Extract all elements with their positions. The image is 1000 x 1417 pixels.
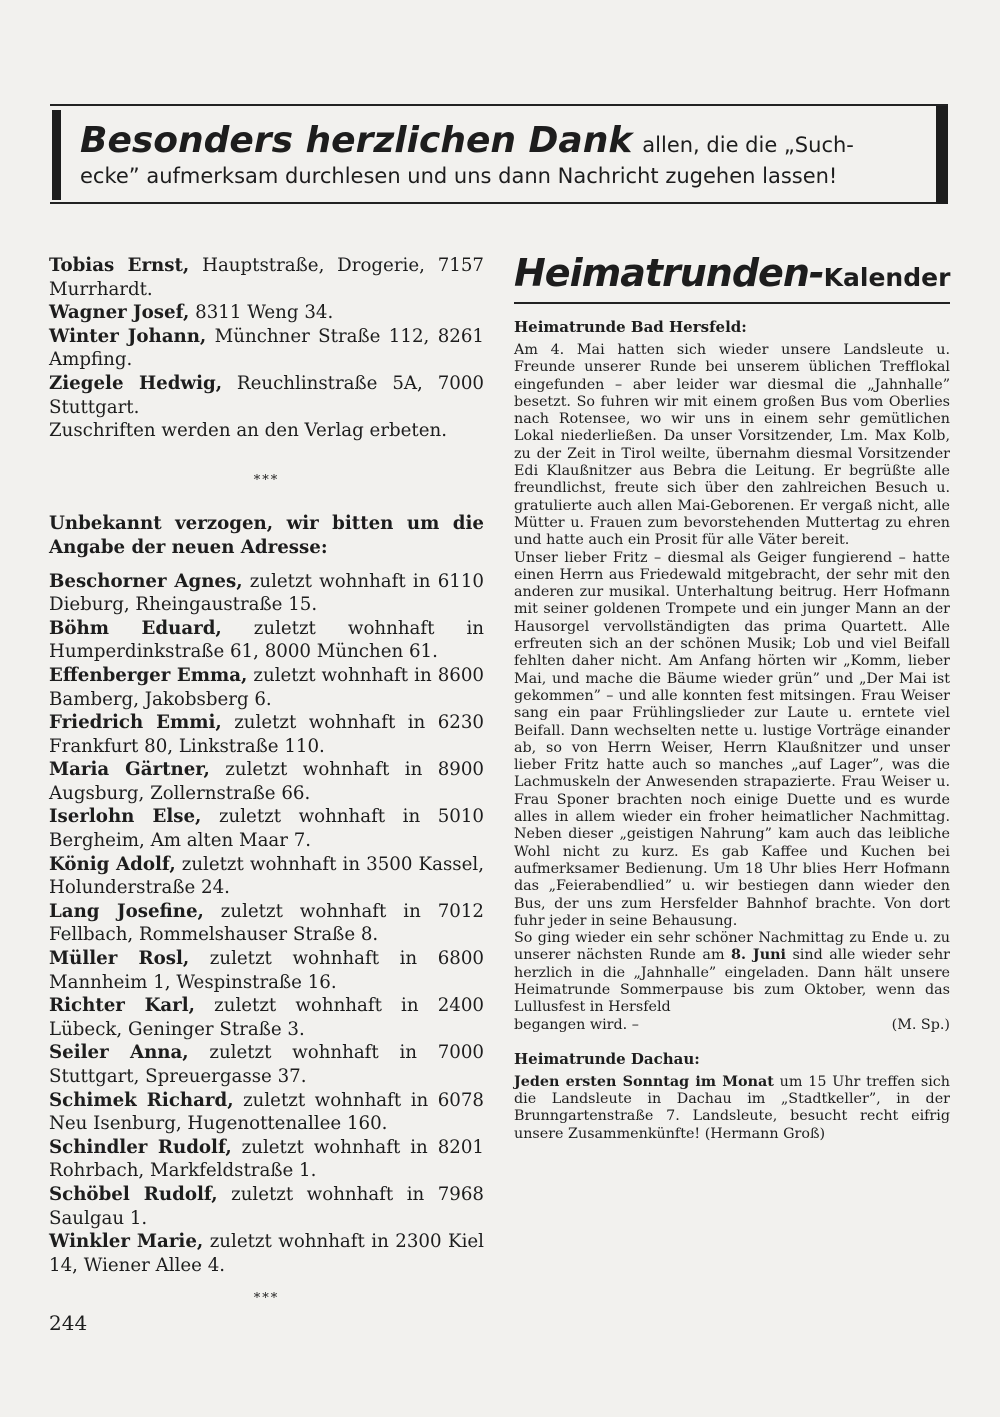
entry-name: Schöbel Rudolf, [49,1183,218,1205]
entry-address: Münchner Straße 112, 8261 Ampfing. [49,325,484,371]
entry-address: zuletzt wohnhaft in 2400 Lübeck, Geninger Straße 3. [49,995,485,1040]
address-entry [49,1183,484,1230]
heimatrunden-kalender-title [514,251,951,295]
banner-line-2: ecke” aufmerksam durchlesen und uns dann Nachricht zugehen lassen! [80,164,838,188]
page-number: 244 [49,1311,88,1335]
address-entry [49,372,484,419]
address-entry [49,758,484,805]
entry-address: zuletzt wohnhaft in 6800 Mannheim 1, Wespinstraße 16. [49,948,484,993]
title-heimatrunden: Heimatrunden- [514,251,824,295]
banner-line-1 [80,120,854,161]
entry-address: Hauptstraße, Drogerie, 7157 Murrhardt. [49,255,484,300]
entry-address: zuletzt wohnhaft in 7012 Fellbach, Rommelshauser Straße 8. [49,900,484,946]
entry-address: zuletzt wohnhaft in Humperdinkstraße 61, 8000 München 61. [49,617,484,663]
section-body [514,342,950,1034]
address-entry [49,301,484,325]
banner-line1-text: allen, die die „Such- [642,133,854,157]
title-kalender: Kalender [823,263,951,292]
entry-name: König Adolf, [49,853,176,875]
address-entry [49,994,484,1041]
section-heading: Heimatrunde Dachau: [514,1049,700,1068]
entry-address: 8311 Weng 34. [189,302,334,324]
entry-name: Schindler Rudolf, [49,1136,232,1158]
entry-name: Schimek Richard, [49,1089,234,1111]
title-rule [514,302,950,304]
entry-name: Iserlohn Else, [49,806,202,828]
entry-name: Winter Johann, [49,325,207,347]
paragraph: So ging wieder ein sehr schöner Nachmittag zu Ende u. zu unserer nächsten Runde am 8. Juni sind alle wieder sehr herzlich in die „Jahnhalle” eingeladen. Dann hält unsere Heimatrunde Sommerpause bis zum Oktober, wenn das Lullusfest in Hersfeld [514,930,951,1016]
address-entry [49,254,484,301]
entry-name: Effenberger Emma, [49,664,248,686]
entry-address: zuletzt wohnhaft in 5010 Bergheim, Am alten Maar 7. [49,806,485,852]
address-entry [49,711,484,758]
entry-address: zuletzt wohnhaft in 2300 Kiel 14, Wiener Allee 4. [49,1231,484,1276]
address-entry [49,1089,484,1136]
entry-name: Müller Rosl, [49,948,190,970]
unbekannt-heading: Unbekannt verzogen, wir bitten um die Angabe der neuen Adresse: [49,513,484,558]
paragraph: Unser lieber Fritz – diesmal als Geiger fungierend – hatte einen Herrn aus Friedewald mitgebracht, der sehr mit den anderen zur musikal. Unterhaltung beitrug. Herr Hofmann mit seiner goldenen Trompete und ein junger Mann an der Hausorgel vervollständigten das prima Quartett. Alle erfreuten sich an der schönen Musik; Lob und viel Beifall fehlten daher nicht. Am Anfang hörten wir „Komm, lieber Mai, und mache die Bäume wieder grün” und „Der Mai ist gekommen” – und alle konnten fest mitsingen. Frau Weiser sang ein paar Frühlingslieder zur Laute u. erntete viel Beifall. Dann wechselten nette u. lustige Vorträge einander ab, so von Herrn Weiser, Herrn Klaußnitzer und unser lieber Fritz hatte auch so manches „auf Lager”, was die Lachmuskeln der Anwesenden strapazierte. Frau Weiser u. Frau Sponer brachten noch einige Duette und es wurde alles in allem wieder ein froher heimatlicher Nachmittag. Neben dieser „geistigen Nahrung” kam auch das leibliche Wohl nicht zu kurz. Es gab Kaffee und Kuchen bei aufmerksamer Bedienung. Um 18 Uhr blies Herr Hofmann das „Feierabendlied” u. wir bestiegen dann wieder den Bus, der uns zum Hersfelder Bahnhof brachte. Von dort fuhr jeder in seine Behausung. [514,549,950,929]
entry-name: Winkler Marie, [49,1231,204,1253]
entry-address: zuletzt wohnhaft in 3500 Kassel, Holunderstraße 24. [49,853,484,899]
entry-name: Ziegele Hedwig, [49,372,223,394]
entry-name: Böhm Eduard, [49,617,222,639]
address-entry [49,853,484,900]
entry-name: Friedrich Emmi, [49,712,222,734]
address-entry [49,325,484,372]
entry-address: zuletzt wohnhaft in 8201 Rohrbach, Markfeldstraße 1. [49,1136,485,1182]
entry-name: Tobias Ernst, [49,255,190,276]
entry-name: Maria Gärtner, [49,759,210,781]
address-entry [49,947,484,994]
entry-name: Beschorner Agnes, [49,570,243,592]
zuschriften-note: Zuschriften werden an den Verlag erbeten. [49,420,447,442]
address-list-unknown [49,570,484,1278]
entry-address: zuletzt wohnhaft in 8600 Bamberg, Jakobsberg 6. [49,664,484,710]
address-entry [49,805,484,852]
right-column [514,251,951,1143]
address-entry [49,664,484,711]
entry-address: zuletzt wohnhaft in 6230 Frankfurt 80, Linkstraße 110. [49,712,484,757]
banner-right-bar [936,106,948,204]
entry-name: Lang Josefine, [49,900,204,922]
left-column [49,254,484,1311]
address-list-known [49,254,484,419]
entry-address: zuletzt wohnhaft in 7000 Stuttgart, Spreuergasse 37. [49,1042,484,1087]
separator-stars-end: *** [253,1291,280,1307]
address-entry [49,1136,484,1183]
section-heading: Heimatrunde Bad Hersfeld: [514,318,747,336]
section-body: Jeden ersten Sonntag im Monat um 15 Uhr treffen sich die Landsleute in Dachau im „Stadtkeller”, in der Brunngartenstraße 7. Landsleute, besucht recht eifrig unsere Zusammenkünfte! (Hermann Groß) [514,1073,950,1142]
entry-name: Wagner Josef, [49,302,190,324]
section-bad-hersfeld [514,318,950,1034]
section-dachau [514,1050,950,1143]
address-entry [49,570,484,617]
signature-line: begangen wird. – (M. Sp.) [514,1016,950,1033]
entry-name: Seiler Anna, [49,1042,189,1064]
address-entry [49,1230,484,1277]
address-entry [49,617,484,664]
entry-address: zuletzt wohnhaft in 6078 Neu Isenburg, Hugenottenallee 160. [49,1089,485,1135]
paragraph: Am 4. Mai hatten sich wieder unsere Landsleute u. Freunde unserer Runde bei unserem üblichen Trefflokal eingefunden – aber leider war diesmal die „Jahnhalle” besetzt. So fuhren wir mit einem großen Bus vom Oberlies nach Rotensee, wo wir uns in einem sehr gemütlichen Lokal niederließen. Da unser Vorsitzender, Lm. Max Kolb, zu der Zeit in Tirol weilte, übernahm diesmal Vorsitzender Edi Klaußnitzer aus Bebra die Leitung. Er begrüßte alle freundlichst, freute sich über den zahlreichen Besuch u. gratulierte auch allen Mai-Geborenen. Er vergaß nicht, alle Mütter u. Frauen zum bevorstehenden Muttertag zu ehren und hatte auch ein Prosit für alle Väter bereit. [514,342,950,549]
entry-address: Reuchlinstraße 5A, 7000 Stuttgart. [49,372,484,418]
banner-headline: Besonders herzlichen Dank [80,120,633,161]
separator-stars: *** [253,472,280,488]
entry-name: Richter Karl, [49,995,195,1017]
thank-you-banner [50,104,948,204]
signature: (M. Sp.) [891,1016,950,1033]
entry-address: zuletzt wohnhaft in 8900 Augsburg, Zollernstraße 66. [49,759,484,804]
entry-address: zuletzt wohnhaft in 7968 Saulgau 1. [49,1183,484,1229]
entry-address: zuletzt wohnhaft in 6110 Dieburg, Rheingaustraße 15. [49,570,484,616]
banner-left-bar [52,110,61,200]
address-entry [49,1041,484,1088]
address-entry [49,900,484,947]
